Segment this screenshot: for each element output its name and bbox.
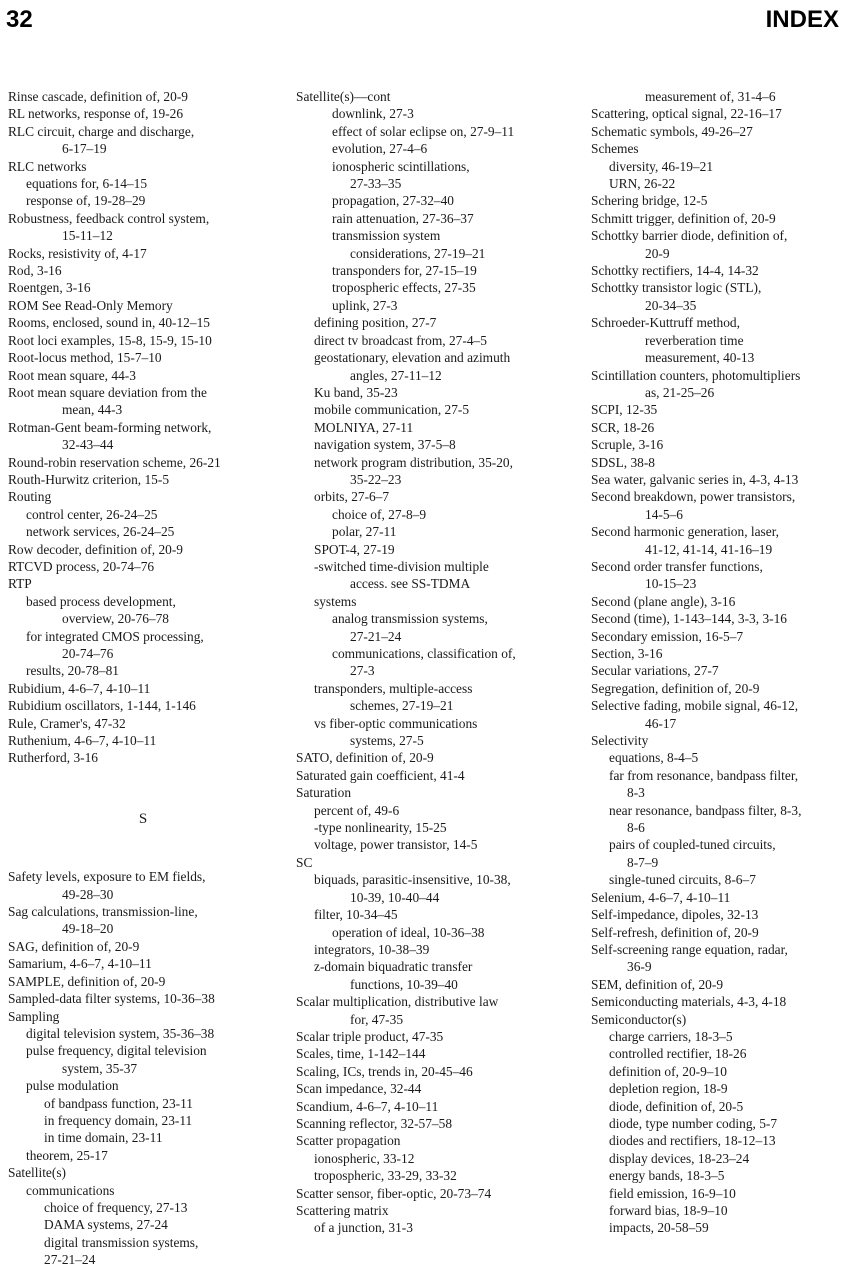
index-entry: schemes, 27-19–21 (350, 698, 454, 714)
index-entry: display devices, 18-23–24 (609, 1150, 750, 1166)
index-entry: Segregation, definition of, 20-9 (591, 680, 760, 696)
index-entry: pulse frequency, digital television (26, 1043, 207, 1059)
index-entry: Schmitt trigger, definition of, 20-9 (591, 210, 776, 226)
index-column-1 (8, 88, 278, 1269)
index-entry: Scanning reflector, 32-57–58 (296, 1115, 453, 1131)
index-entry: transponders, multiple-access (314, 680, 473, 696)
index-entry: Scales, time, 1-142–144 (296, 1046, 426, 1062)
index-entry: based process development, (26, 593, 176, 609)
index-entry: Roentgen, 3-16 (8, 280, 91, 296)
index-entry: measurement, 40-13 (645, 350, 755, 366)
index-entry: RLC networks (8, 158, 87, 174)
index-entry: 8-7–9 (627, 854, 659, 870)
index-entry: 6-17–19 (62, 141, 107, 157)
index-entry: in frequency domain, 23-11 (44, 1112, 193, 1128)
index-entry: RTCVD process, 20-74–76 (8, 558, 155, 574)
index-entry: mobile communication, 27-5 (314, 402, 470, 418)
index-entry: tropospheric, 33-29, 33-32 (314, 1168, 457, 1184)
index-entry: biquads, parasitic-insensitive, 10-38, (314, 872, 511, 888)
page-title: INDEX (765, 6, 839, 33)
index-entry: field emission, 16-9–10 (609, 1185, 736, 1201)
index-entry: 36-9 (627, 959, 652, 975)
index-entry: Selectivity (591, 733, 649, 749)
index-entry: Satellite(s) (8, 1165, 67, 1181)
index-entry: transmission system (332, 228, 441, 244)
index-entry: SAG, definition of, 20-9 (8, 938, 140, 954)
index-entry: 10-39, 10-40–44 (350, 889, 440, 905)
index-entry: Scaling, ICs, trends in, 20-45–46 (296, 1063, 473, 1079)
index-entry: Scatter sensor, fiber-optic, 20-73–74 (296, 1185, 492, 1201)
index-entry: Rubidium, 4-6–7, 4-10–11 (8, 680, 151, 696)
index-entry: Secular variations, 27-7 (591, 663, 719, 679)
index-entry: 20-9 (645, 245, 670, 261)
index-entry: tropospheric effects, 27-35 (332, 280, 476, 296)
index-entry: 8-6 (627, 820, 645, 836)
index-entry: orbits, 27-6–7 (314, 489, 390, 505)
index-entry: Rooms, enclosed, sound in, 40-12–15 (8, 315, 210, 331)
index-entry: 27-21–24 (44, 1252, 96, 1268)
index-entry: Rod, 3-16 (8, 263, 62, 279)
index-entry: Schering bridge, 12-5 (591, 193, 708, 209)
index-entry: Second breakdown, power transistors, (591, 489, 796, 505)
index-entry: Selective fading, mobile signal, 46-12, (591, 698, 799, 714)
index-entry: response of, 19-28–29 (26, 193, 146, 209)
index-entry: single-tuned circuits, 8-6–7 (609, 872, 756, 888)
index-entry: RTP (8, 576, 32, 592)
index-entry: for integrated CMOS processing, (26, 628, 204, 644)
index-entry: Root mean square, 44-3 (8, 367, 136, 383)
index-entry: Root loci examples, 15-8, 15-9, 15-10 (8, 332, 212, 348)
index-entry: 49-18–20 (62, 921, 114, 937)
index-entry: 20-34–35 (645, 297, 697, 313)
index-entry: choice of, 27-8–9 (332, 506, 427, 522)
index-entry: 41-12, 41-14, 41-16–19 (645, 541, 773, 557)
index-entry: of a junction, 31-3 (314, 1220, 413, 1236)
index-entry: ionospheric, 33-12 (314, 1150, 415, 1166)
index-entry: Ruthenium, 4-6–7, 4-10–11 (8, 733, 157, 749)
index-entry: in time domain, 23-11 (44, 1130, 163, 1146)
index-entry: Satellite(s)—cont (296, 89, 391, 104)
index-entry: controlled rectifier, 18-26 (609, 1046, 747, 1062)
index-entry: Schottky transistor logic (STL), (591, 280, 762, 296)
index-entry: ROM See Read-Only Memory (8, 297, 173, 313)
index-entry: Schemes (591, 141, 639, 157)
index-entry: Row decoder, definition of, 20-9 (8, 541, 183, 557)
index-entry: far from resonance, bandpass filter, (609, 767, 799, 783)
index-entry: diode, type number coding, 5-7 (609, 1115, 778, 1131)
index-entry: Second order transfer functions, (591, 558, 763, 574)
index-entry: 27-33–35 (350, 176, 402, 192)
index-entry: Scattering matrix (296, 1203, 389, 1218)
index-entry: filter, 10-34–45 (314, 907, 398, 923)
index-entry: SEM, definition of, 20-9 (591, 976, 724, 992)
index-entry: Saturation (296, 785, 352, 801)
index-entry: Root-locus method, 15-7–10 (8, 350, 162, 366)
index-entry: network services, 26-24–25 (26, 524, 175, 540)
index-entry: SPOT-4, 27-19 (314, 541, 395, 557)
index-entry: Samarium, 4-6–7, 4-10–11 (8, 956, 152, 972)
index-entry: evolution, 27-4–6 (332, 141, 428, 157)
index-entry: 10-15–23 (645, 576, 697, 592)
index-entry: uplink, 27-3 (332, 297, 398, 313)
index-entry: Scatter propagation (296, 1133, 401, 1149)
index-entry: SCR, 18-26 (591, 419, 655, 435)
index-entry: equations for, 6-14–15 (26, 176, 148, 192)
section-letter: S (138, 810, 148, 827)
index-entry: ionospheric scintillations, (332, 158, 470, 174)
index-entry: SAMPLE, definition of, 20-9 (8, 973, 166, 989)
index-entry: propagation, 27-32–40 (332, 193, 454, 209)
index-entry: 35-22–23 (350, 471, 402, 487)
index-entry: Robustness, feedback control system, (8, 210, 210, 226)
index-entry: Sea water, galvanic series in, 4-3, 4-13 (591, 471, 799, 487)
index-entry: access. see SS-TDMA (350, 576, 471, 592)
index-entry: Rutherford, 3-16 (8, 750, 98, 766)
index-entry: pulse modulation (26, 1078, 119, 1094)
index-entry: Secondary emission, 16-5–7 (591, 628, 744, 644)
index-entry: Rocks, resistivity of, 4-17 (8, 245, 147, 261)
index-entry: downlink, 27-3 (332, 106, 414, 122)
index-entry: measurement of, 31-4–6 (645, 89, 776, 104)
index-entry: Self-refresh, definition of, 20-9 (591, 924, 759, 940)
index-entry: depletion region, 18-9 (609, 1081, 728, 1097)
index-entry: Scandium, 4-6–7, 4-10–11 (296, 1098, 439, 1114)
index-entry: network program distribution, 35-20, (314, 454, 513, 470)
index-entry: diodes and rectifiers, 18-12–13 (609, 1133, 776, 1149)
index-entry: considerations, 27-19–21 (350, 245, 486, 261)
index-entry: RL networks, response of, 19-26 (8, 106, 184, 122)
index-entry: vs fiber-optic communications (314, 715, 478, 731)
index-entry: SDSL, 38-8 (591, 454, 655, 470)
index-entry: Ku band, 35-23 (314, 384, 398, 400)
index-entry: Second harmonic generation, laser, (591, 524, 779, 540)
index-entry: Rubidium oscillators, 1-144, 1-146 (8, 698, 196, 714)
index-entry: Scintillation counters, photomultipliers (591, 367, 801, 383)
index-entry: z-domain biquadratic transfer (314, 959, 473, 975)
index-entry: voltage, power transistor, 14-5 (314, 837, 478, 853)
index-entry: energy bands, 18-3–5 (609, 1168, 725, 1184)
index-entry: analog transmission systems, (332, 611, 488, 627)
index-entry: Schottky rectifiers, 14-4, 14-32 (591, 263, 759, 279)
index-entry: Round-robin reservation scheme, 26-21 (8, 454, 221, 470)
index-entry: Section, 3-16 (591, 646, 663, 661)
index-entry: Scan impedance, 32-44 (296, 1081, 422, 1097)
index-entry: Scalar triple product, 47-35 (296, 1028, 444, 1044)
index-entry: near resonance, bandpass filter, 8-3, (609, 802, 802, 818)
index-entry: navigation system, 37-5–8 (314, 437, 456, 453)
index-entry: Semiconducting materials, 4-3, 4-18 (591, 994, 787, 1010)
page-header (6, 6, 839, 36)
index-entry: SCPI, 12-35 (591, 402, 658, 418)
index-entry: Scattering, optical signal, 22-16–17 (591, 106, 782, 122)
index-entry: Rule, Cramer's, 47-32 (8, 715, 126, 731)
index-entry: defining position, 27-7 (314, 315, 437, 331)
index-entry: Selenium, 4-6–7, 4-10–11 (591, 889, 731, 905)
index-entry: DAMA systems, 27-24 (44, 1217, 168, 1233)
index-entry: control center, 26-24–25 (26, 506, 158, 522)
index-entry: digital television system, 35-36–38 (26, 1025, 215, 1041)
index-entry: choice of frequency, 27-13 (44, 1199, 188, 1215)
index-entry: transponders for, 27-15–19 (332, 263, 477, 279)
index-entry: Rinse cascade, definition of, 20-9 (8, 89, 188, 104)
index-entry: theorem, 25-17 (26, 1147, 108, 1163)
index-entry: -switched time-division multiple (314, 558, 489, 574)
index-entry: Root mean square deviation from the (8, 384, 207, 400)
index-entry: overview, 20-76–78 (62, 611, 169, 627)
index-entry: 20-74–76 (62, 646, 114, 661)
index-entry: Schroeder-Kuttruff method, (591, 315, 740, 331)
index-entry: 14-5–6 (645, 506, 683, 522)
index-entry: rain attenuation, 27-36–37 (332, 210, 474, 226)
index-entry: of bandpass function, 23-11 (44, 1095, 194, 1111)
index-entry: Saturated gain coefficient, 41-4 (296, 767, 465, 783)
index-entry: SATO, definition of, 20-9 (296, 750, 434, 766)
index-entry: diversity, 46-19–21 (609, 158, 714, 174)
index-entry: Safety levels, exposure to EM fields, (8, 869, 206, 885)
index-entry: mean, 44-3 (62, 402, 123, 418)
index-entry: Sampling (8, 1008, 60, 1024)
index-entry: functions, 10-39–40 (350, 976, 458, 992)
index-entry: communications (26, 1182, 115, 1198)
index-entry: geostationary, elevation and azimuth (314, 350, 511, 366)
index-entry: direct tv broadcast from, 27-4–5 (314, 332, 487, 348)
index-entry: Routing (8, 489, 52, 505)
index-entry: communications, classification of, (332, 646, 516, 661)
index-entry: angles, 27-11–12 (350, 367, 442, 383)
index-entry: as, 21-25–26 (645, 384, 715, 400)
index-entry: operation of ideal, 10-36–38 (332, 924, 485, 940)
index-entry: 32-43–44 (62, 437, 114, 453)
page-number: 32 (6, 6, 33, 33)
index-column-3 (591, 88, 843, 1237)
index-entry: system, 35-37 (62, 1060, 138, 1076)
index-entry: 27-21–24 (350, 628, 402, 644)
index-entry: equations, 8-4–5 (609, 750, 699, 766)
index-entry: results, 20-78–81 (26, 663, 119, 679)
index-entry: 49-28–30 (62, 886, 114, 902)
index-entry: 8-3 (627, 785, 645, 801)
index-entry: polar, 27-11 (332, 524, 397, 540)
index-entry: Schematic symbols, 49-26–27 (591, 123, 753, 139)
index-entry: Schottky barrier diode, definition of, (591, 228, 788, 244)
index-entry: charge carriers, 18-3–5 (609, 1028, 733, 1044)
index-entry: SC (296, 854, 313, 870)
index-entry: digital transmission systems, (44, 1234, 199, 1250)
index-entry: Second (time), 1-143–144, 3-3, 3-16 (591, 611, 787, 627)
index-column-2 (296, 88, 581, 1237)
index-entry: 15-11–12 (62, 228, 113, 244)
index-entry: URN, 26-22 (609, 176, 676, 192)
index-entry: Rotman-Gent beam-forming network, (8, 419, 212, 435)
index-entry: Sag calculations, transmission-line, (8, 904, 198, 920)
index-entry: pairs of coupled-tuned circuits, (609, 837, 776, 853)
index-entry: Sampled-data filter systems, 10-36–38 (8, 991, 215, 1007)
index-entry: Routh-Hurwitz criterion, 15-5 (8, 471, 170, 487)
index-entry: 46-17 (645, 715, 677, 731)
index-entry: definition of, 20-9–10 (609, 1063, 727, 1079)
index-entry: Scruple, 3-16 (591, 437, 664, 453)
index-entry: diode, definition of, 20-5 (609, 1098, 744, 1114)
index-entry: 27-3 (350, 663, 375, 679)
index-entry: Self-impedance, dipoles, 32-13 (591, 907, 759, 923)
index-entry: Semiconductor(s) (591, 1011, 687, 1027)
index-entry: for, 47-35 (350, 1011, 404, 1027)
index-entry: Second (plane angle), 3-16 (591, 593, 736, 609)
index-entry: systems, 27-5 (350, 733, 424, 749)
index-entry: forward bias, 18-9–10 (609, 1203, 728, 1218)
index-entry: impacts, 20-58–59 (609, 1220, 709, 1236)
index-entry: Self-screening range equation, radar, (591, 941, 788, 957)
index-entry: Scalar multiplication, distributive law (296, 994, 499, 1010)
index-entry: MOLNIYA, 27-11 (314, 419, 414, 435)
index-entry: percent of, 49-6 (314, 802, 400, 818)
index-entry: integrators, 10-38–39 (314, 941, 430, 957)
index-entry: -type nonlinearity, 15-25 (314, 820, 447, 836)
index-entry: effect of solar eclipse on, 27-9–11 (332, 123, 515, 139)
index-entry: RLC circuit, charge and discharge, (8, 123, 195, 139)
index-entry: systems (314, 593, 357, 609)
index-entry: reverberation time (645, 332, 744, 348)
